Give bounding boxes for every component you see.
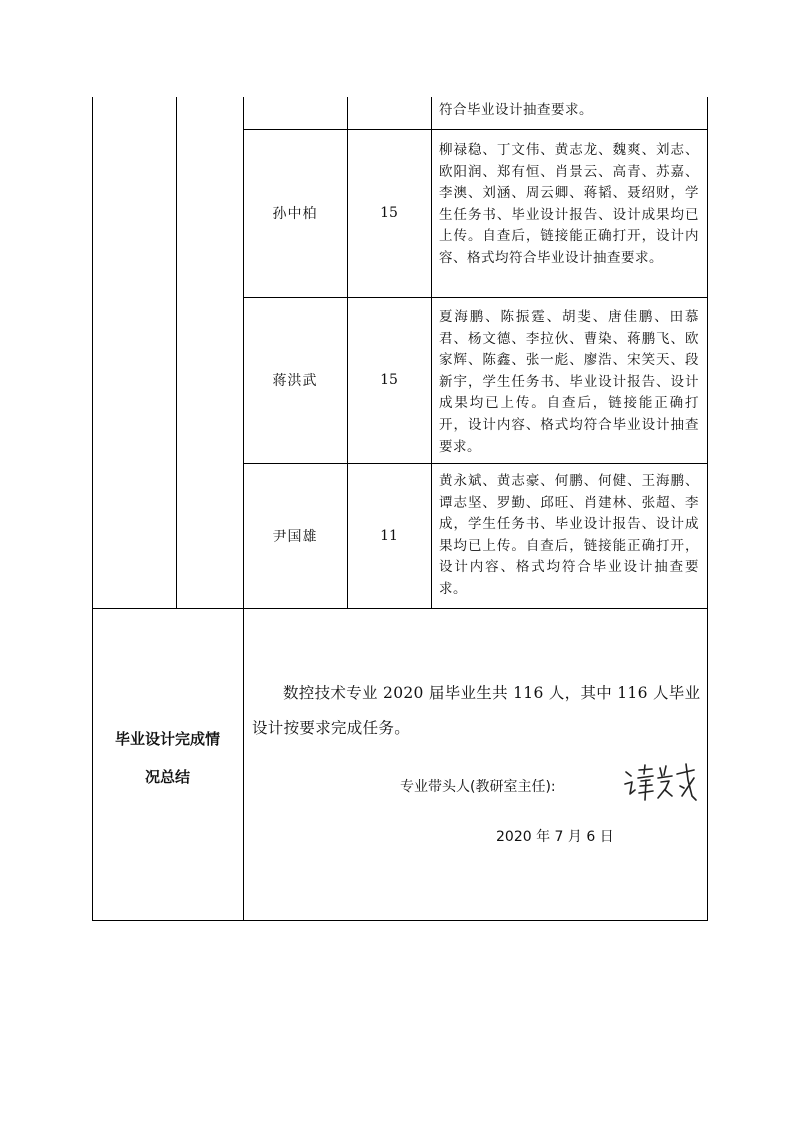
summary-text: 数控技术专业 2020 届毕业生共 116 人，其中 116 人毕业设计按要求完成任务。 — [252, 684, 701, 737]
table-row-3-teacher: 尹国雄 — [272, 528, 318, 545]
handwritten-signature — [622, 760, 698, 806]
table-border-right — [707, 97, 708, 921]
table-row-1-teacher: 孙中柏 — [272, 206, 318, 222]
table-row-2-count: 15 — [380, 372, 398, 388]
signer-label: 专业带头人(教研室主任): — [400, 779, 556, 795]
table-row-2-teacher: 蒋洪武 — [272, 373, 318, 389]
signature-date: 2020 年 7 月 6 日 — [496, 829, 614, 845]
table-inner-line-1 — [176, 97, 177, 609]
summary-label-line-2: 况总结 — [144, 768, 190, 786]
row-divider-4 — [92, 608, 708, 609]
summary-label-line-1: 毕业设计完成情 — [114, 730, 220, 748]
table-row-1-description: 柳禄稳、丁文伟、黄志龙、魏爽、刘志、欧阳润、郑有恒、肖景云、高青、苏嘉、李澳、刘涵、周云卿、蒋韬、聂绍财，学生任务书、毕业设计报告、设计成果均已上传。自查后，链接能正确打开，设计内容、格式均符合毕业设计抽查要求。 — [439, 142, 699, 266]
summary-label — [92, 720, 243, 810]
table-row-2-description: 夏海鹏、陈振霆、胡斐、唐佳鹏、田慕君、杨文德、李拉伙、曹染、蒋鹏飞、欧家辉、陈鑫、张一彪、廖浩、宋笑天、段新宇，学生任务书、毕业设计报告、设计成果均已上传。自查后，链接能正确打开，设计内容、格式均符合毕业设计抽查要求。 — [439, 309, 699, 455]
table-row-0-description: 符合毕业设计抽查要求。 — [439, 102, 593, 118]
table-row-1-count: 15 — [380, 205, 398, 221]
table-row-3-count: 11 — [380, 527, 398, 544]
table-border-bottom — [92, 920, 708, 921]
table-row-3-description: 黄永斌、黄志豪、何鹏、何健、王海鹏、谭志坚、罗勤、邱旺、肖建林、张超、李成，学生任务书、毕业设计报告、设计成果均已上传。自查后，链接能正确打开，设计内容、格式均符合毕业设计抽查要求。 — [439, 473, 699, 597]
